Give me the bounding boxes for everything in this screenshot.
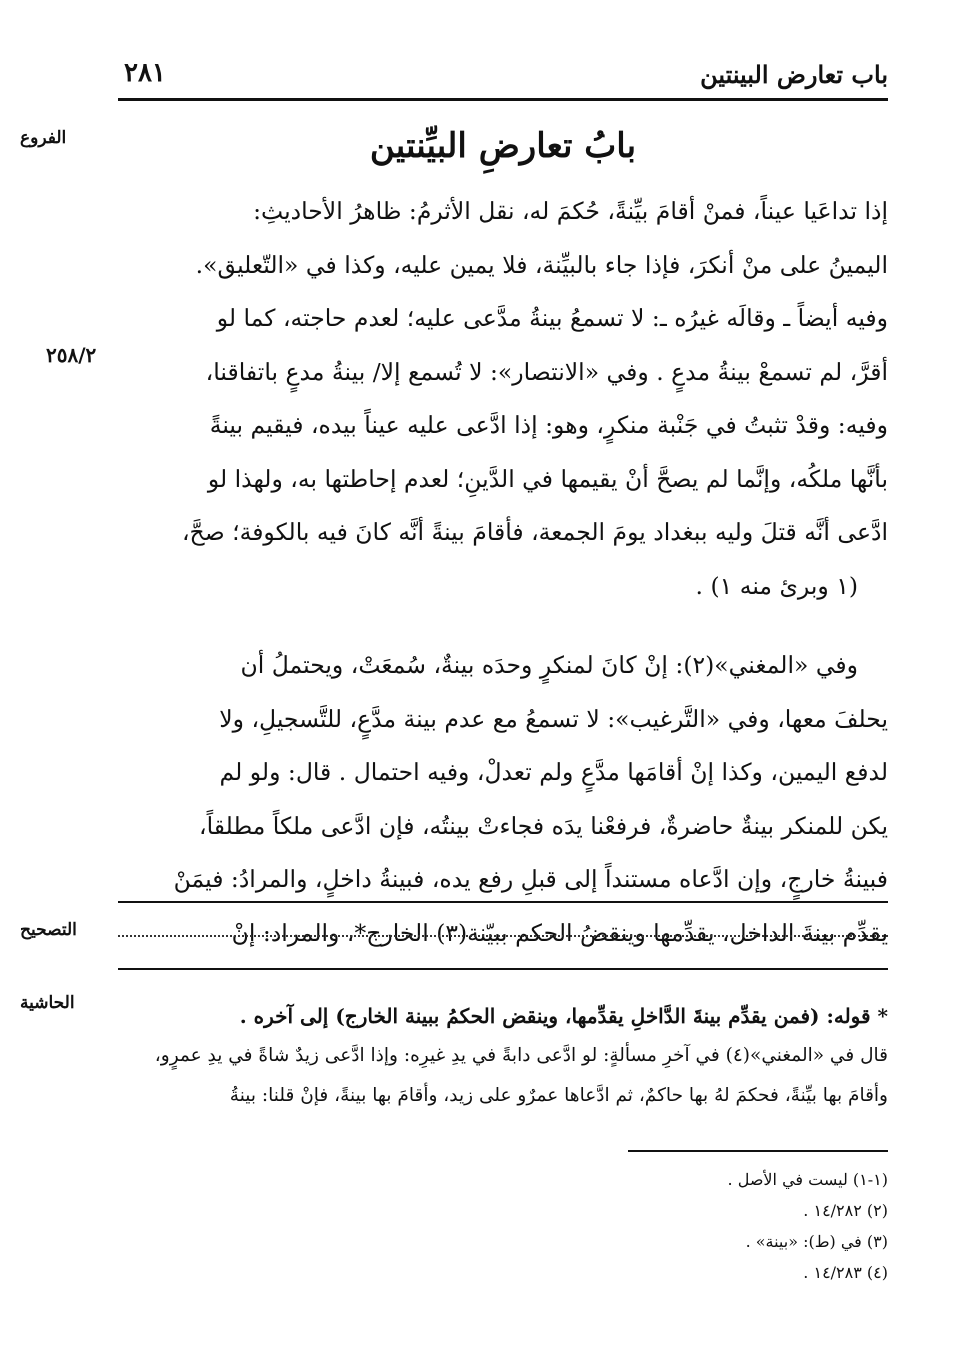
- margin-label-furu: الفروع: [20, 128, 67, 148]
- text-line: وفيه أيضاً ـ وقالَه غيرُه ـ: لا تسمعُ بينةُ مدَّعى عليه؛ لعدم حاجته، كما لو: [216, 304, 888, 332]
- margin-label-tashih: التصحيح: [20, 920, 77, 940]
- text-line: لدفع اليمين، وكذا إنْ أقامَها مدَّعٍ ولم تعدلْ، وفيه احتمال . قال: ولو لم: [219, 758, 888, 786]
- text-line: وفيه: وقدْ تثبتُ في جَنْبة منكرٍ، وهو: إذا ادَّعى عليه عيناً بيده، فيقيم بينةً: [209, 411, 888, 439]
- text-line: يقدِّم بينةَ الداخل، يقدِّمها وينقضُ الحكم ببيّنة(٣) الخارج*، والمراد: إنْ: [231, 918, 888, 947]
- running-header: [118, 56, 888, 96]
- text-line: ادَّعى أنَّه قتلَ وليه ببغداد يومَ الجمعة، فأقامَ بينةً أنَّه كانَ فيه بالكوفة؛ صحَّ،: [181, 518, 888, 546]
- text-line: فبينةُ خارجٍ، وإن ادَّعاه مستنداً إلى قبلِ رفع يده، فبينةُ داخلٍ، والمرادُ: فيمَنْ: [173, 865, 888, 893]
- footnotes: [118, 1164, 888, 1288]
- text-line: وفي «المغني»(٢): إنْ كانَ لمنكرٍ وحدَه بينةٌ، سُمعَتْ، ويحتملُ أن: [240, 651, 858, 679]
- margin-volume-reference: ٢٥٨/٢: [46, 343, 97, 367]
- header-rule: [118, 98, 888, 101]
- running-header-title: باب تعارض البينتين: [700, 60, 888, 89]
- hashiya-line: قال في «المغني»(٤) في آخرِ مسألةٍ: لو ادَّعى دابةً في يدِ غيرِه: وإذا ادَّعى زيدٌ شاةً في يدِ عمرٍو،: [154, 1045, 888, 1066]
- text-line: (١ وبرئ منه ١) .: [695, 571, 858, 600]
- footnote: (٢) ١٤/٢٨٢ .: [803, 1201, 888, 1220]
- footnote: (٣) في (ط): «بينة» .: [745, 1232, 888, 1251]
- chapter-title: بابُ تعارضِ البيِّنتين: [369, 126, 637, 166]
- hashiya-line: وأقامَ بها بيِّنةً، فحكمَ لهُ بها حاكمٌ، ثم ادَّعاها عمرٌو على زيد، وأقامَ بها بينةً، فإنْ قلنا: بينةُ: [229, 1085, 888, 1106]
- tashih-dotted-line: [118, 935, 888, 937]
- margin-label-hashiya: الحاشية: [20, 993, 75, 1013]
- paragraph-gap: [118, 613, 888, 639]
- footnote: (١-١) ليست في الأصل .: [727, 1170, 888, 1189]
- page-number: ٢٨١: [124, 58, 166, 88]
- text-line: يحلفَ معها، وفي «التَّرغيب»: لا تسمعُ مع عدم بينة مدَّعٍ، للتَّسجيلِ، ولا: [219, 704, 888, 733]
- text-line: يكن للمنكر بينةٌ حاضرةٌ، فرفعْنا يدَه فجاءتْ بينتُه، فإن ادَّعى ملكاً مطلقاً،: [199, 811, 888, 840]
- main-text: [118, 185, 888, 960]
- main-text-end-rule: [118, 901, 888, 903]
- text-line: أقرَّ، لم تسمعْ بينةُ مدعٍ . وفي «الانتصار»: لا تُسمع إلا/ بينةُ مدعٍ باتفاقنا،: [205, 357, 888, 386]
- text-line: إذا تداعَيا عيناً، فمنْ أقامَ بيِّنةً، حُكمَ له، نقل الأثرمُ: ظاهرُ الأحاديثِ:: [253, 197, 888, 225]
- hashiya-heading-line: * قوله: (فمن يقدِّم بينةَ الدَّاخلِ يقدِّمها، وينقض الحكمُ ببينة الخارج) إلى آخره .: [239, 1004, 888, 1028]
- footnote-rule: [628, 1150, 888, 1152]
- text-line: بأنَّها ملكُه، وإنَّما لم يصحَّ أنْ يقيمها في الدَّينِ؛ لعدم إحاطتها به، ولهذا لو: [207, 464, 888, 493]
- tashih-end-rule: [118, 968, 888, 970]
- footnote: (٤) ١٤/٢٨٣ .: [803, 1263, 888, 1282]
- hashiya-section: [118, 996, 888, 1116]
- text-line: اليمينُ على منْ أنكرَ، فإذا جاء بالبيِّنة، فلا يمين عليه، وكذا في «التّعليق».: [195, 250, 888, 279]
